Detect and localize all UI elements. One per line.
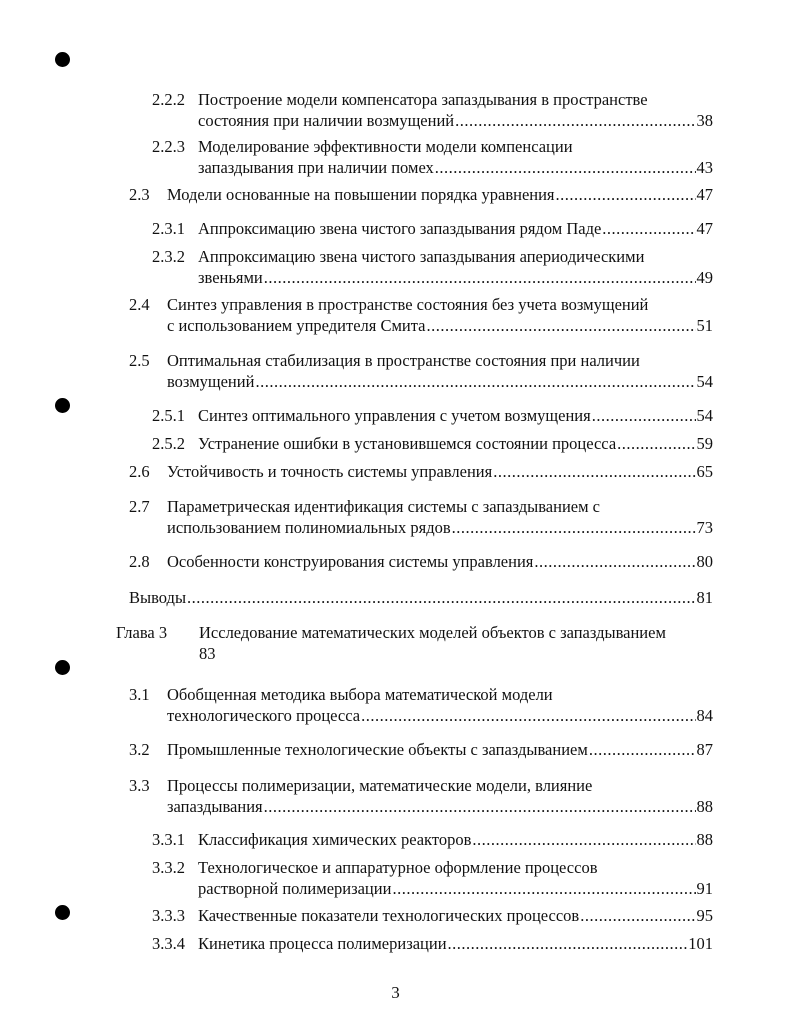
toc-entry [0,184,791,205]
toc-entry-page: 88 [696,797,713,816]
toc-entry-title: Аппроксимацию звена чистого запаздывания рядом Паде [198,219,602,238]
dot-leader [592,405,696,426]
toc-entry-page: 54 [696,406,713,425]
dot-leader [448,933,688,954]
toc-entry-page: 91 [696,879,713,898]
toc-entry [0,433,791,454]
toc-entry [0,551,791,572]
toc-entry-title: Устойчивость и точность системы управления [167,462,493,481]
dot-leader [392,878,695,899]
toc-entry-page: 80 [696,552,713,571]
toc-entry-number: Глава 3 [116,623,168,642]
toc-entry-title: Технологическое и аппаратурное оформление процессов [198,858,598,877]
toc-entry-page: 87 [696,740,713,759]
toc-entry [0,933,791,954]
toc-entry-title: Устранение ошибки в установившемся состоянии процесса [198,434,617,453]
dot-leader [452,517,696,538]
toc-entry [0,775,791,817]
toc-entry-number: 2.5.1 [152,406,185,425]
toc-entry [0,496,791,538]
toc-entry-title: Моделирование эффективности модели компенсации [198,137,573,156]
toc-entry-title: Синтез оптимального управления с учетом возмущения [198,406,591,425]
toc-entry-page: 81 [696,588,713,607]
dot-leader [264,267,696,288]
toc-entry-number: 2.3.1 [152,219,185,238]
toc-entry [0,739,791,760]
dot-leader [602,218,695,239]
toc-entry-title: растворной полимеризации [198,879,392,898]
toc-entry-title: с использованием упредителя Смита [167,316,426,335]
toc-entry [0,829,791,850]
toc-entry [0,587,791,608]
toc-entry-number: 3.3.4 [152,934,185,953]
toc-entry [0,622,791,664]
toc-entry [0,350,791,392]
toc-entry-title: использованием полиномиальных рядов [167,518,451,537]
toc-entry-page: 84 [696,706,713,725]
page-number: 3 [391,983,400,1002]
dot-leader [580,905,695,926]
dot-leader [255,371,695,392]
toc-entry-page: 88 [696,830,713,849]
toc-entry-number: 3.3.2 [152,858,185,877]
toc-entry-title: Качественные показатели технологических процессов [198,906,580,925]
toc-entry-title: Модели основанные на повышении порядка уравнения [167,185,555,204]
toc-entry [0,136,791,178]
toc-entry-title: технологического процесса [167,706,361,725]
toc-entry-page: 59 [696,434,713,453]
toc-entry [0,905,791,926]
toc-entry [0,857,791,899]
toc-entry-page: 54 [696,372,713,391]
toc-entry-page: 101 [688,934,713,953]
dot-leader [264,796,696,817]
dot-leader [435,157,696,178]
dot-leader [472,829,695,850]
dot-leader [589,739,696,760]
toc-entry-page: 43 [696,158,713,177]
toc-entry-title: запаздывания [167,797,263,816]
toc-entry-title: Кинетика процесса полимеризации [198,934,447,953]
toc-entry [0,246,791,288]
toc-entry-page: 73 [696,518,713,537]
dot-leader [556,184,696,205]
toc-entry-number: 2.5.2 [152,434,185,453]
toc-entry [0,405,791,426]
toc-entry [0,89,791,131]
dot-leader [427,315,696,336]
toc-entry-title: запаздывания при наличии помех [198,158,434,177]
toc-entry-page: 95 [696,906,713,925]
binder-hole [55,52,70,67]
toc-entry-title: Классификация химических реакторов [198,830,472,849]
toc-entry-number: 3.2 [129,740,150,759]
toc-entry-number: 2.7 [129,497,150,516]
toc-entry-number: 2.3 [129,185,150,204]
toc-entry-page: 47 [696,185,713,204]
toc-entry-title: Исследование математических моделей объектов с запаздыванием [199,623,666,642]
toc-entry-title: возмущений [167,372,255,391]
toc-entry-page: 47 [696,219,713,238]
toc-entry-page: 49 [696,268,713,287]
toc-entry-number: 2.6 [129,462,150,481]
toc-entry [0,684,791,726]
toc-entry-title: Построение модели компенсатора запаздывания в пространстве [198,90,648,109]
toc-entry [0,218,791,239]
toc-entry-number: 2.2.2 [152,90,185,109]
toc-entry-title: Промышленные технологические объекты с запаздыванием [167,740,588,759]
dot-leader [361,705,695,726]
toc-entry-title: состояния при наличии возмущений [198,111,455,130]
toc-entry-number: 3.1 [129,685,150,704]
dot-leader [455,110,695,131]
toc-entry-title: 83 [199,644,216,663]
toc-entry-number: 2.4 [129,295,150,314]
toc-entry-number: 3.3.1 [152,830,185,849]
toc-entry-title: Процессы полимеризации, математические модели, влияние [167,776,593,795]
toc-entry-number: 2.5 [129,351,150,370]
toc-entry-title: Параметрическая идентификация системы с запаздыванием с [167,497,600,516]
toc-entry-number: 2.2.3 [152,137,185,156]
toc-entry-title: Аппроксимацию звена чистого запаздывания апериодическими [198,247,645,266]
dot-leader [534,551,695,572]
toc-entry-page: 51 [696,316,713,335]
toc-entry [0,294,791,336]
toc-entry-title: Обобщенная методика выбора математической модели [167,685,553,704]
dot-leader [493,461,695,482]
toc-entry-number: 3.3 [129,776,150,795]
toc-entry-number: 3.3.3 [152,906,185,925]
toc-entry-title: звеньями [198,268,263,287]
toc-entry-title: Синтез управления в пространстве состояния без учета возмущений [167,295,649,314]
dot-leader [617,433,695,454]
toc-entry-title: Особенности конструирования системы управления [167,552,534,571]
toc-entry-page: 38 [696,111,713,130]
toc-entry-number: 2.3.2 [152,247,185,266]
toc-entry-page: 65 [696,462,713,481]
toc-entry [0,461,791,482]
toc-entry-title: Выводы [129,588,187,607]
toc-entry-title: Оптимальная стабилизация в пространстве состояния при наличии [167,351,640,370]
toc-entry-number: 2.8 [129,552,150,571]
dot-leader [187,587,695,608]
